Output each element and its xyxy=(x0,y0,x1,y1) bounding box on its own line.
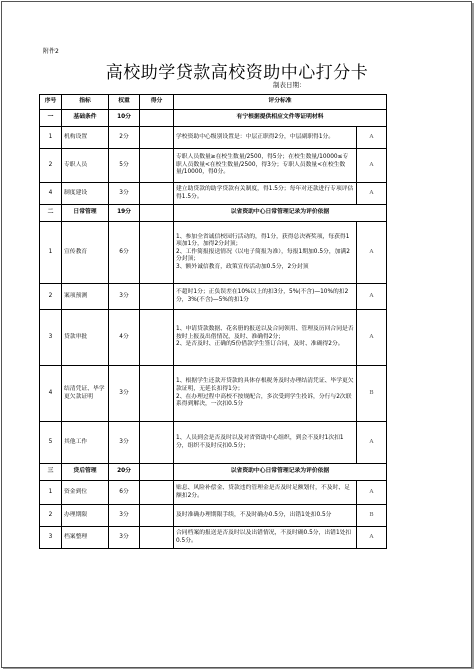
section-score-cell xyxy=(140,464,174,481)
section-name: 贷后管理 xyxy=(62,464,109,481)
row-weight: 3分 xyxy=(109,284,140,310)
row-grade: A xyxy=(357,284,387,310)
row-criteria: 建立助贷款的助学贷款有关制度，得1.5分；每年对还款进行专项评估得1.5分。 xyxy=(174,183,357,205)
row-score-cell xyxy=(140,284,174,310)
header-weight: 权重 xyxy=(109,95,140,110)
table-row xyxy=(40,284,387,310)
row-weight: 3分 xyxy=(109,366,140,422)
table-row xyxy=(40,149,387,183)
table-row xyxy=(40,366,387,422)
row-score-cell xyxy=(140,310,174,366)
row-indicator: 其他工作 xyxy=(62,422,109,464)
row-no: 4 xyxy=(40,183,62,205)
row-grade: A xyxy=(357,222,387,284)
row-grade: A xyxy=(357,149,387,183)
row-indicator: 结清凭证、毕学更欠款证明 xyxy=(62,366,109,422)
section-criteria: 以省资助中心日常管理记录为评价依据 xyxy=(174,464,387,481)
row-no: 1 xyxy=(40,222,62,284)
row-grade: B xyxy=(357,505,387,527)
row-weight: 6分 xyxy=(109,481,140,505)
section-row xyxy=(40,464,387,481)
section-row xyxy=(40,110,387,127)
row-weight: 3分 xyxy=(109,505,140,527)
row-grade: A xyxy=(357,310,387,366)
header-no: 序号 xyxy=(40,95,62,110)
row-score-cell xyxy=(140,422,174,464)
header-score: 得分 xyxy=(140,95,174,110)
section-name: 基础条件 xyxy=(62,110,109,127)
header-criteria: 评分标准 xyxy=(174,95,387,110)
section-criteria: 有宁根据提供相应文件等证明材料 xyxy=(174,110,387,127)
row-score-cell xyxy=(140,183,174,205)
fill-date-label: 制表日期： xyxy=(273,81,306,89)
row-weight: 3分 xyxy=(109,527,140,549)
row-weight: 2分 xyxy=(109,127,140,149)
page-title: 高校助学贷款高校资助中心打分卡 xyxy=(105,63,369,83)
table-row xyxy=(40,481,387,505)
attachment-label: 附件2 xyxy=(43,48,59,55)
row-grade: A xyxy=(357,127,387,149)
row-indicator: 档案整理 xyxy=(62,527,109,549)
row-grade: A xyxy=(357,481,387,505)
row-indicator: 案项预测 xyxy=(62,284,109,310)
section-weight: 20分 xyxy=(109,464,140,481)
table-row xyxy=(40,183,387,205)
section-row xyxy=(40,205,387,222)
row-weight: 4分 xyxy=(109,310,140,366)
row-criteria: 1、申请贷款数据、花名册的报送以及合同领用、管理及历回合同是否按时上报及出借情况，及时、准确得2分； 2、是否及时、正确的5份借款学生签订合同，及时、准确得2分。 xyxy=(174,310,357,366)
row-indicator: 机构设置 xyxy=(62,127,109,149)
row-weight: 6分 xyxy=(109,222,140,284)
section-no: 三 xyxy=(40,464,62,481)
row-score-cell xyxy=(140,222,174,284)
row-no: 2 xyxy=(40,149,62,183)
table-row xyxy=(40,505,387,527)
table-row xyxy=(40,310,387,366)
row-score-cell xyxy=(140,505,174,527)
row-no: 2 xyxy=(40,284,62,310)
row-no: 3 xyxy=(40,527,62,549)
row-indicator: 宣传教育 xyxy=(62,222,109,284)
row-criteria: 1、根据学生还款开贷款的具体存根税务及时办理结清凭证、毕学更欠款证明，无延长扣得1分； 2、在办理过程中高校不按规配合，多次受到学生投诉，分行与2次联系得到解决，一次扣0.5分 xyxy=(174,366,357,422)
row-indicator: 制度建设 xyxy=(62,183,109,205)
row-no: 5 xyxy=(40,422,62,464)
section-criteria: 以省资助中心日常管理记录为评价依据 xyxy=(174,205,387,222)
table-row xyxy=(40,422,387,464)
row-indicator: 专职人员 xyxy=(62,149,109,183)
table-row xyxy=(40,127,387,149)
row-grade: B xyxy=(357,366,387,422)
row-grade: A xyxy=(357,183,387,205)
section-name: 日常管理 xyxy=(62,205,109,222)
section-no: 一 xyxy=(40,110,62,127)
row-no: 3 xyxy=(40,310,62,366)
row-grade: A xyxy=(357,527,387,549)
section-score-cell xyxy=(140,205,174,222)
section-no: 二 xyxy=(40,205,62,222)
row-criteria: 贴息、风险补偿金、贷款违约管理金是否及时足额划付，不及时、足额扣2分。 xyxy=(174,481,357,505)
table-row xyxy=(40,527,387,549)
section-weight: 10分 xyxy=(109,110,140,127)
row-criteria: 合同档案的报送是否及时以及出错情况，不及时确0.5分，出错1处扣0.5分。 xyxy=(174,527,357,549)
row-grade: A xyxy=(357,422,387,464)
row-criteria: 1、参加全省诚信校园行活动的，得1分，获得总决赛奖项，每获得1项加1分，加得2分封顶； 2、工作简报报送情况（以电子简报为准），每报1期加0.5分，加满2分封顶； 3、额外诚信教育，政策宣传活动加0.5分，2分封顶 xyxy=(174,222,357,284)
row-weight: 3分 xyxy=(109,183,140,205)
row-score-cell xyxy=(140,481,174,505)
row-criteria: 1、人员到会是否及时以及对省资助中心组织，到会不及时1次扣1分，组织不及时反扣0.5分； xyxy=(174,422,357,464)
row-weight: 5分 xyxy=(109,149,140,183)
row-score-cell xyxy=(140,366,174,422)
row-no: 2 xyxy=(40,505,62,527)
row-score-cell xyxy=(140,149,174,183)
row-no: 1 xyxy=(40,127,62,149)
row-score-cell xyxy=(140,127,174,149)
header-indicator: 指标 xyxy=(62,95,109,110)
row-criteria: 专职人员数量≥在校生数量/2500，得5分；在校生数量/10000≤专职人员数量<在校生数量/2500，得3分；专职人员数量<在校生数量/10000，得0分。 xyxy=(174,149,357,183)
section-weight: 19分 xyxy=(109,205,140,222)
row-no: 1 xyxy=(40,481,62,505)
row-score-cell xyxy=(140,527,174,549)
header-row xyxy=(40,95,387,110)
row-weight: 3分 xyxy=(109,422,140,464)
row-criteria: 学校资助中心级别设置是：中层正职得2分，中层副职得1分。 xyxy=(174,127,357,149)
row-no: 4 xyxy=(40,366,62,422)
row-indicator: 资金到位 xyxy=(62,481,109,505)
row-indicator: 办理期限 xyxy=(62,505,109,527)
score-table xyxy=(39,94,387,549)
row-criteria: 不超时1分；正负误差在10%以上的扣3分，5%(不含)—10%的扣2分，3%(不含)—5%的扣1分 xyxy=(174,284,357,310)
table-row xyxy=(40,222,387,284)
section-score-cell xyxy=(140,110,174,127)
row-indicator: 贷款审批 xyxy=(62,310,109,366)
row-criteria: 及时准确办理期限手续，不及时确办0.5分，出错1处扣0.5分 xyxy=(174,505,357,527)
